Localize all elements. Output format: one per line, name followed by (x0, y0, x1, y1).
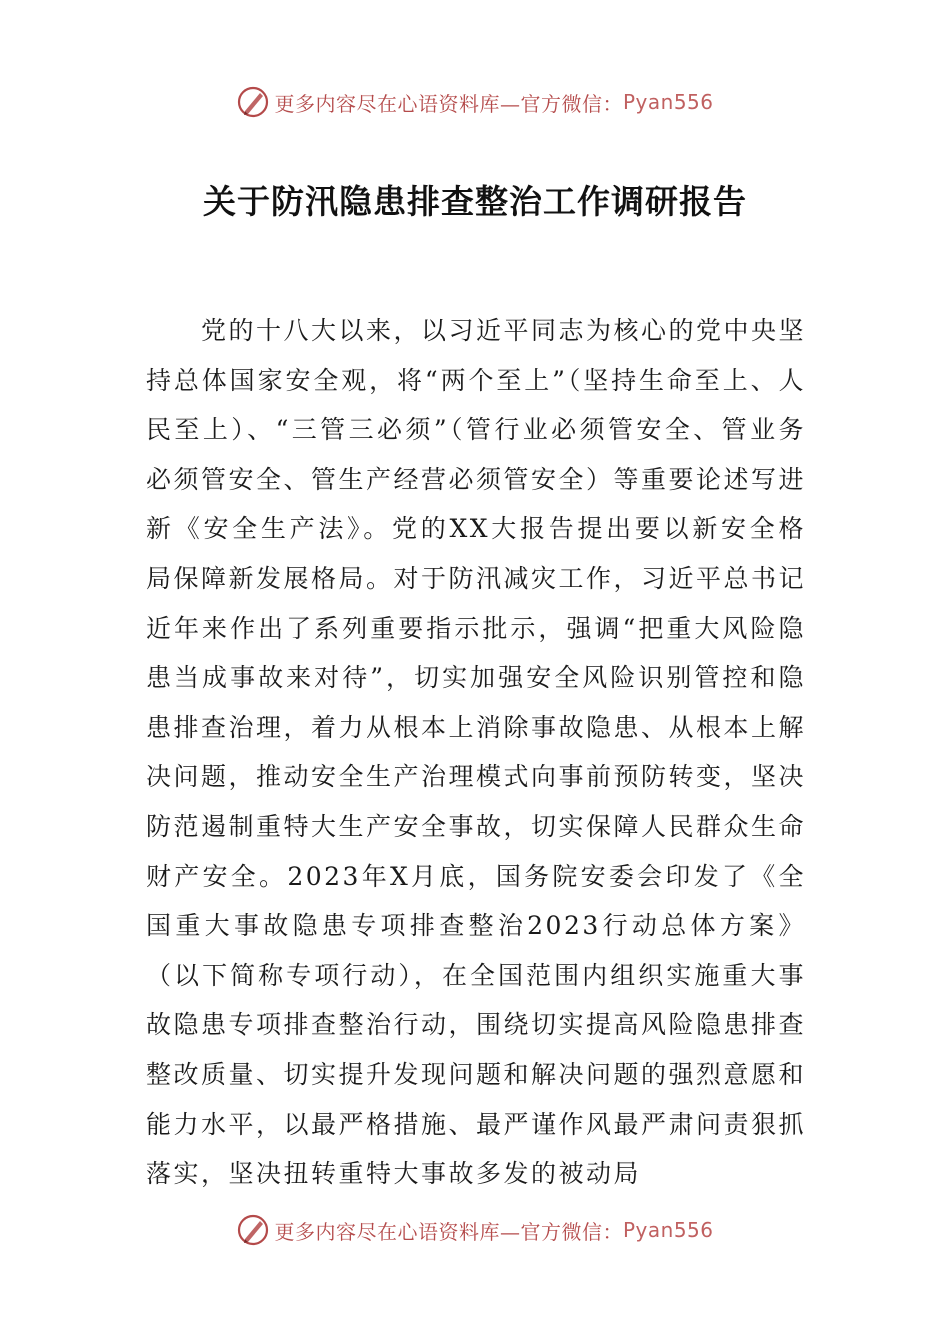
pen-logo-icon (236, 85, 270, 119)
watermark-wechat-id: Pyan556 (622, 90, 714, 114)
document-title: 关于防汛隐患排查整治工作调研报告 (203, 182, 747, 221)
watermark-wechat-id: Pyan556 (622, 1218, 714, 1242)
watermark-text: 更多内容尽在心语资料库—官方微信： (274, 1219, 623, 1244)
body-paragraph: 党的十八大以来，以习近平同志为核心的党中央坚持总体国家安全观，将“两个至上”（坚持生命至上、人民至上）、“三管三必须”（管行业必须管安全、管业务必须管安全、管生产经营必须管安全）等重要论述写进新《安全生产法》。党的XX大报告提出要以新安全格局保障新发展格局。对于防汛减灾工作，习近平总书记近年来作出了系列重要指示批示，强调“把重大风险隐患当成事故来对待”，切实加强安全风险识别管控和隐患排查治理，着力从根本上消除事故隐患、从根本上解决问题，推动安全生产治理模式向事前预防转变，坚决防范遏制重特大生产安全事故，切实保障人民群众生命财产安全。2023年X月底，国务院安委会印发了《全国重大事故隐患专项排查整治2023行动总体方案》（以下简称专项行动），在全国范围内组织实施重大事故隐患专项排查整治行动，围绕切实提高风险隐患排查整改质量、切实提升发现问题和解决问题的强烈意愿和能力水平，以最严格措施、最严谨作风最严肃问责狠抓落实，坚决扭转重特大事故多发的被动局 (146, 316, 807, 1189)
footer-watermark (0, 1210, 950, 1250)
pen-logo-icon (236, 1213, 270, 1247)
header-watermark (0, 82, 950, 122)
watermark-text: 更多内容尽在心语资料库—官方微信： (274, 91, 623, 116)
